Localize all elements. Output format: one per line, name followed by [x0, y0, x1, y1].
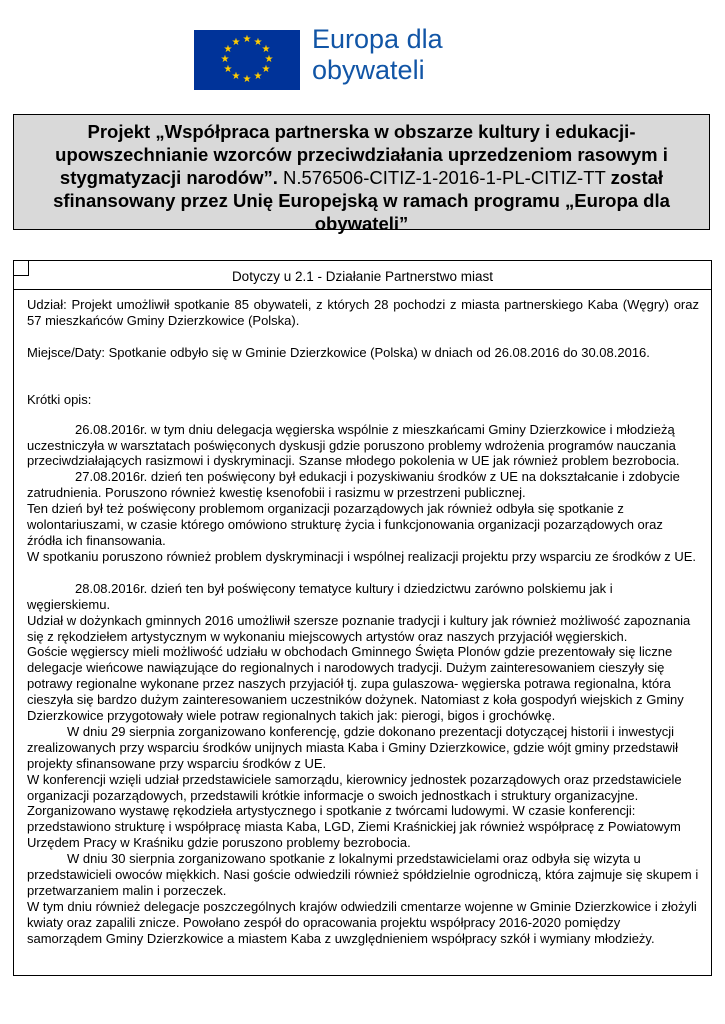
- paragraph-day1: 26.08.2016r. w tym dniu delegacja węgierska wspólnie z mieszkańcami Gminy Dzierzkowice i młodzieżą uczestniczyła w warsztatach poświęconych dyskusji gdzie poruszono problemy wdrożenia programów nauczania przeciwdziałających rasizmowi i dyskryminacji. Szanse młodego pokolenia w UE jak również problem bezrobocia.: [27, 421, 680, 469]
- title-project-number: N.576506-CITIZ-1-2016-1-PL-CITIZ-TT: [277, 167, 611, 188]
- paragraph-day2: 27.08.2016r. dzień ten poświęcony był edukacji i pozyskiwaniu środków z UE na dokształcanie i zdobycie zatrudnienia. Poruszono również kwestię ksenofobii i rasizmu w przestrzeni publicznej.: [27, 469, 680, 501]
- paragraph-ngo: Ten dzień był też poświęcony problemom organizacji pozarządowych jak również odbyła się spotkanie z wolontariuszami, w czasie którego omówiono strukturę życia i funkcjonowania organizacji pozarządowych oraz źródła ich finansowania.: [27, 501, 663, 548]
- logo-text-line1: Europa dla: [312, 24, 443, 54]
- paragraph-cemeteries: W tym dniu również delegacje poszczególnych krajów odwiedzili cmentarze wojenne w Gminie Dzierzkowice i złożyli kwiaty oraz zapalili znicze. Powołano zespół do opracowania projektu współpracy 2016-2020 pomiędzy samorządem Gminy Dzierzkowice a miastem Kaba z uwzględnieniem współpracy szkół i wymiany młodzieży.: [27, 898, 697, 946]
- eu-flag-icon: ★ ★ ★ ★ ★ ★ ★ ★ ★ ★ ★ ★: [194, 30, 300, 90]
- table-divider: [14, 289, 711, 290]
- content-table: [13, 260, 712, 976]
- section-heading: Dotyczy u 2.1 - Działanie Partnerstwo miast: [231, 269, 494, 284]
- paragraph-discrimination: W spotkaniu poruszono również problem dyskryminacji i wspólnej realizacji projektu przy wsparciu ze środków z UE.: [27, 548, 697, 564]
- paragraph-exhibition: Zorganizowano wystawę rękodzieła artystycznego i spotkanie z twórcami ludowymi. W czasie konferencji: przedstawiono strukturę i współpracę miasta Kaba, LGD, Ziemi Kraśnickiej jak również współpracę z Powiatowym Urzędem Pracy w Kraśniku gdzie poruszono problemy bezrobocia.: [27, 803, 681, 851]
- paragraph-conference: W dniu 29 sierpnia zorganizowano konferencję, gdzie dokonano prezentacji dotyczącej historii i inwestycji zrealizowanych przy wsparciu środków unijnych miasta Kaba i Gminy Dzierzkowice, gdzie wójt gminy przedstawił projekty sfinansowane przy wsparciu środków z UE.: [27, 723, 678, 771]
- udzial-paragraph: Udział: Projekt umożliwił spotkanie 85 obywateli, z których 28 pochodzi z miasta partnerskiego Kaba (Węgry) oraz 57 mieszkańców Gminy Dzierzkowice (Polska).: [27, 297, 699, 328]
- krotki-opis-label: Krótki opis:: [27, 391, 92, 407]
- logo-text: [312, 24, 443, 86]
- logo-text-line2: obywateli: [312, 55, 425, 85]
- title-bold-part2: został sfinansowany przez Unię Europejską w ramach programu „Europa dla obywateli”: [53, 167, 670, 234]
- title-bold-part1: Projekt „Współpraca partnerska w obszarze kultury i edukacji- upowszechnianie wzorców przeciwdziałania uprzedzeniom rasowym i stygmatyzacji narodów”.: [55, 121, 668, 188]
- miejsce-paragraph: Miejsce/Daty: Spotkanie odbyło się w Gminie Dzierzkowice (Polska) w dniach od 26.08.2016 do 30.08.2016.: [27, 344, 650, 360]
- project-title-box: [13, 114, 710, 234]
- paragraph-conference-participants: W konferencji wzięli udział przedstawiciele samorządu, kierownicy jednostek pozarządowych oraz przedstawiciele organizacji pozarządowych, przedstawili krótkie informacje o swoich jednostkach i struktury organizacyjne.: [27, 771, 682, 803]
- paragraph-dozynki: Udział w dożynkach gminnych 2016 umożliwił szersze poznanie tradycji i kultury jak również możliwość zapoznania się z rękodziełem artystycznym w wykonaniu miejscowych artystów oraz naszych przyjaciół węgierskich.: [27, 612, 691, 644]
- paragraph-guests: Goście węgierscy mieli możliwość udziału w obchodach Gminnego Święta Plonów gdzie prezentowały się liczne delegacje wieńcowe nawiązujące do regionalnych i narodowych tradycji. Dużym zainteresowaniem cieszyły się potrawy regionalne wykonane przez naszych przyjaciół tj. zupa gulaszowa- węgierska potrawa regionalna, która cieszyła się bardzo dużym zainteresowaniem uczestników dożynek. Natomiast z koła gospodyń wiejskich z Gminy Dzierzkowice przygotowały wiele potraw regionalnych takich jak: pierogi, bigos i grochówkę.: [27, 644, 684, 724]
- section-body: [27, 297, 699, 947]
- paragraph-day5: W dniu 30 sierpnia zorganizowano spotkanie z lokalnymi przedstawicielami oraz odbyła się wizyta u przedstawicieli owoców miękkich. Nasi goście odwiedzili również spółdzielnie ogrodniczą, która zajmuje się skupem i przetwarzaniem malin i porzeczek.: [27, 851, 699, 898]
- eu-logo: [194, 24, 443, 90]
- paragraph-day3: 28.08.2016r. dzień ten był poświęcony tematyce kultury i dziedzictwu zarówno polskiemu jak i węgierskiemu.: [27, 580, 613, 612]
